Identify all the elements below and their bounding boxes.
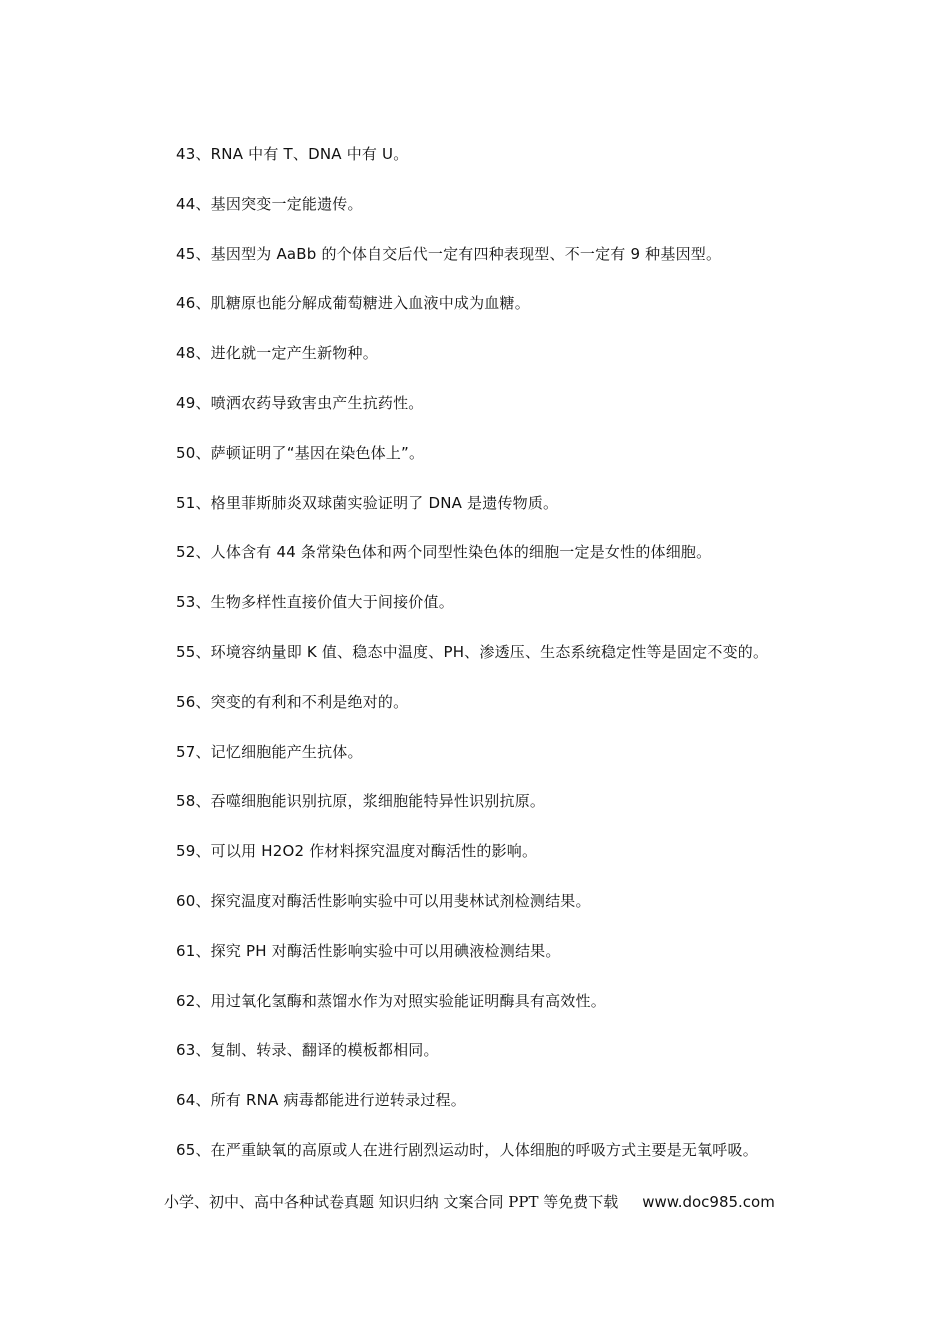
statement-item: 45、基因型为 AaBb 的个体自交后代一定有四种表现型、不一定有 9 种基因型。	[176, 244, 722, 263]
statement-item: 50、萨顿证明了“基因在染色体上”。	[176, 443, 425, 462]
statement-item: 49、喷洒农药导致害虫产生抗药性。	[176, 393, 424, 412]
statement-item: 59、可以用 H2O2 作材料探究温度对酶活性的影响。	[176, 842, 538, 861]
statement-item: 46、肌糖原也能分解成葡萄糖进入血液中成为血糖。	[176, 294, 530, 313]
statement-item: 60、探究温度对酶活性影响实验中可以用斐林试剂检测结果。	[176, 891, 591, 910]
statement-item: 58、吞噬细胞能识别抗原，浆细胞能特异性识别抗原。	[176, 792, 546, 811]
statement-item: 43、RNA 中有 T、DNA 中有 U。	[176, 145, 409, 163]
statement-item: 55、环境容纳量即 K 值、稳态中温度、PH、渗透压、生态系统稳定性等是固定不变的。	[176, 642, 769, 661]
statement-item: 48、进化就一定产生新物种。	[176, 344, 378, 363]
statement-item: 65、在严重缺氧的高原或人在进行剧烈运动时，人体细胞的呼吸方式主要是无氧呼吸。	[176, 1140, 758, 1159]
statement-item: 64、所有 RNA 病毒都能进行逆转录过程。	[176, 1091, 466, 1110]
statement-item: 51、格里菲斯肺炎双球菌实验证明了 DNA 是遗传物质。	[176, 493, 559, 512]
statement-item: 44、基因突变一定能遗传。	[176, 194, 363, 213]
statement-item: 56、突变的有利和不利是绝对的。	[176, 692, 409, 711]
statement-list	[176, 140, 896, 1186]
statement-item: 53、生物多样性直接价值大于间接价值。	[176, 593, 454, 612]
statement-item: 52、人体含有 44 条常染色体和两个同型性染色体的细胞一定是女性的体细胞。	[176, 543, 712, 562]
footer-text: 小学、初中、高中各种试卷真题 知识归纳 文案合同 PPT 等免费下载	[164, 1193, 619, 1211]
statement-item: 61、探究 PH 对酶活性影响实验中可以用碘液检测结果。	[176, 941, 561, 960]
page-footer	[164, 1190, 864, 1214]
statement-item: 63、复制、转录、翻译的模板都相同。	[176, 1041, 439, 1060]
statement-item: 62、用过氧化氢酶和蒸馏水作为对照实验能证明酶具有高效性。	[176, 991, 606, 1010]
footer-url-link[interactable]: www.doc985.com	[642, 1193, 775, 1211]
statement-item: 57、记忆细胞能产生抗体。	[176, 742, 363, 761]
